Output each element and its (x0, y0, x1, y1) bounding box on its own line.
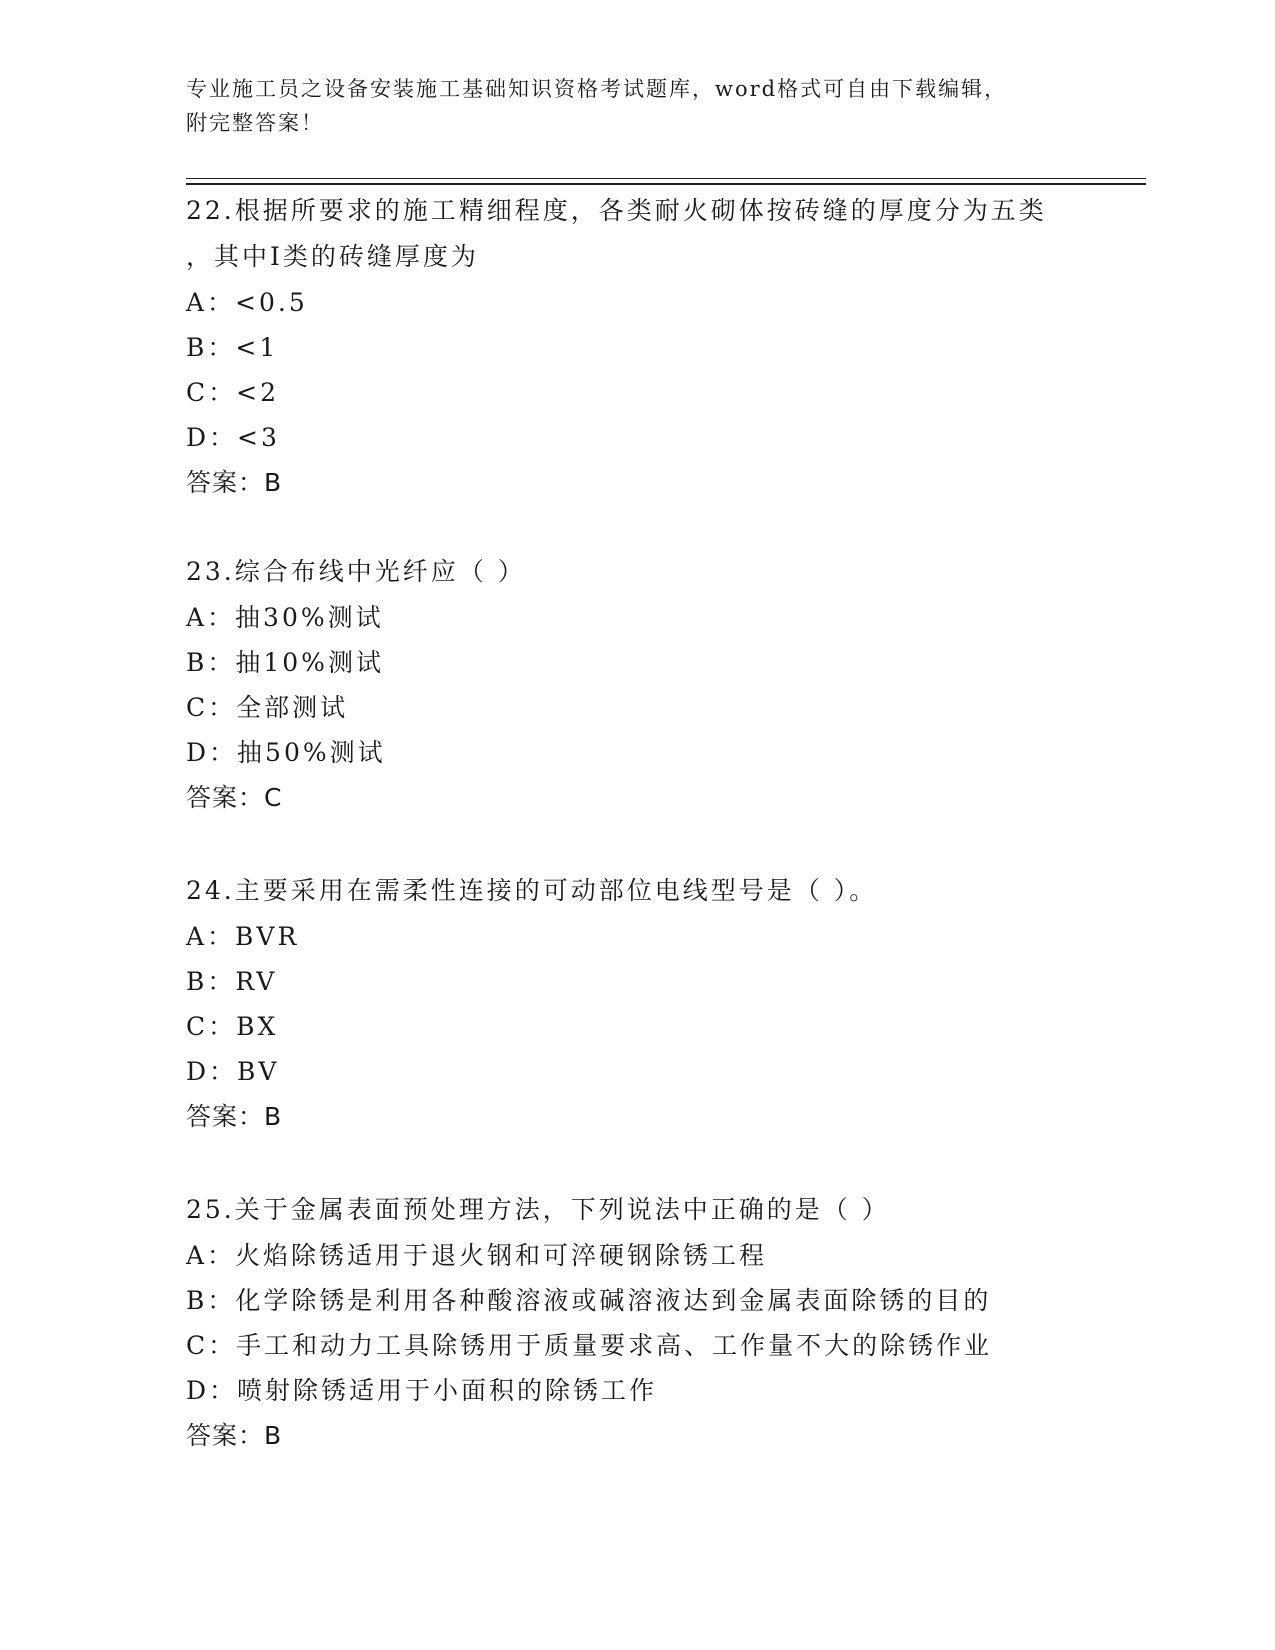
answer: 答案：B (186, 468, 283, 497)
option-b: B：化学除锈是利用各种酸溶液或碱溶液达到金属表面除锈的目的 (186, 1286, 992, 1315)
answer: 答案：B (186, 1421, 283, 1450)
option-c: C：全部测试 (186, 693, 349, 722)
option-b: B：RV (186, 967, 278, 996)
option-b: B：抽10%测试 (186, 648, 384, 677)
question-title-line-1: 25.关于金属表面预处理方法，下列说法中正确的是（ ） (186, 1195, 890, 1224)
answer: 答案：B (186, 1102, 283, 1131)
question-25 (186, 1187, 1086, 1459)
option-d: D：<3 (186, 423, 280, 452)
option-d: D：抽50%测试 (186, 738, 386, 767)
answer: 答案：C (186, 783, 283, 812)
header-line-2: 附完整答案！ (186, 111, 324, 135)
header-divider-thick (186, 183, 1146, 185)
option-d: D：喷射除锈适用于小面积的除锈工作 (186, 1376, 658, 1405)
header-line-1: 专业施工员之设备安装施工基础知识资格考试题库，word格式可自由下载编辑， (186, 77, 1008, 101)
option-b: B：<1 (186, 333, 279, 362)
question-title-line-2: ，其中Ⅰ类的砖缝厚度为 (186, 242, 479, 271)
option-d: D：BV (186, 1057, 280, 1086)
question-title-line-1: 22.根据所要求的施工精细程度，各类耐火砌体按砖缝的厚度分为五类 (186, 196, 1047, 225)
document-header (186, 72, 1086, 140)
question-23 (186, 549, 1086, 821)
option-a: A：BVR (186, 922, 300, 951)
option-a: A：抽30%测试 (186, 603, 384, 632)
option-c: C：BX (186, 1012, 279, 1041)
question-22 (186, 188, 1086, 506)
question-24 (186, 868, 1086, 1140)
header-divider-thin (186, 178, 1146, 179)
question-title-line-1: 24.主要采用在需柔性连接的可动部位电线型号是（ ）。 (186, 876, 878, 905)
option-c: C：<2 (186, 378, 279, 407)
option-a: A：火焰除锈适用于退火钢和可淬硬钢除锈工程 (186, 1241, 768, 1270)
question-title-line-1: 23.综合布线中光纤应（ ） (186, 557, 526, 586)
option-c: C：手工和动力工具除锈用于质量要求高、工作量不大的除锈作业 (186, 1331, 993, 1360)
option-a: A：<0.5 (186, 288, 308, 317)
